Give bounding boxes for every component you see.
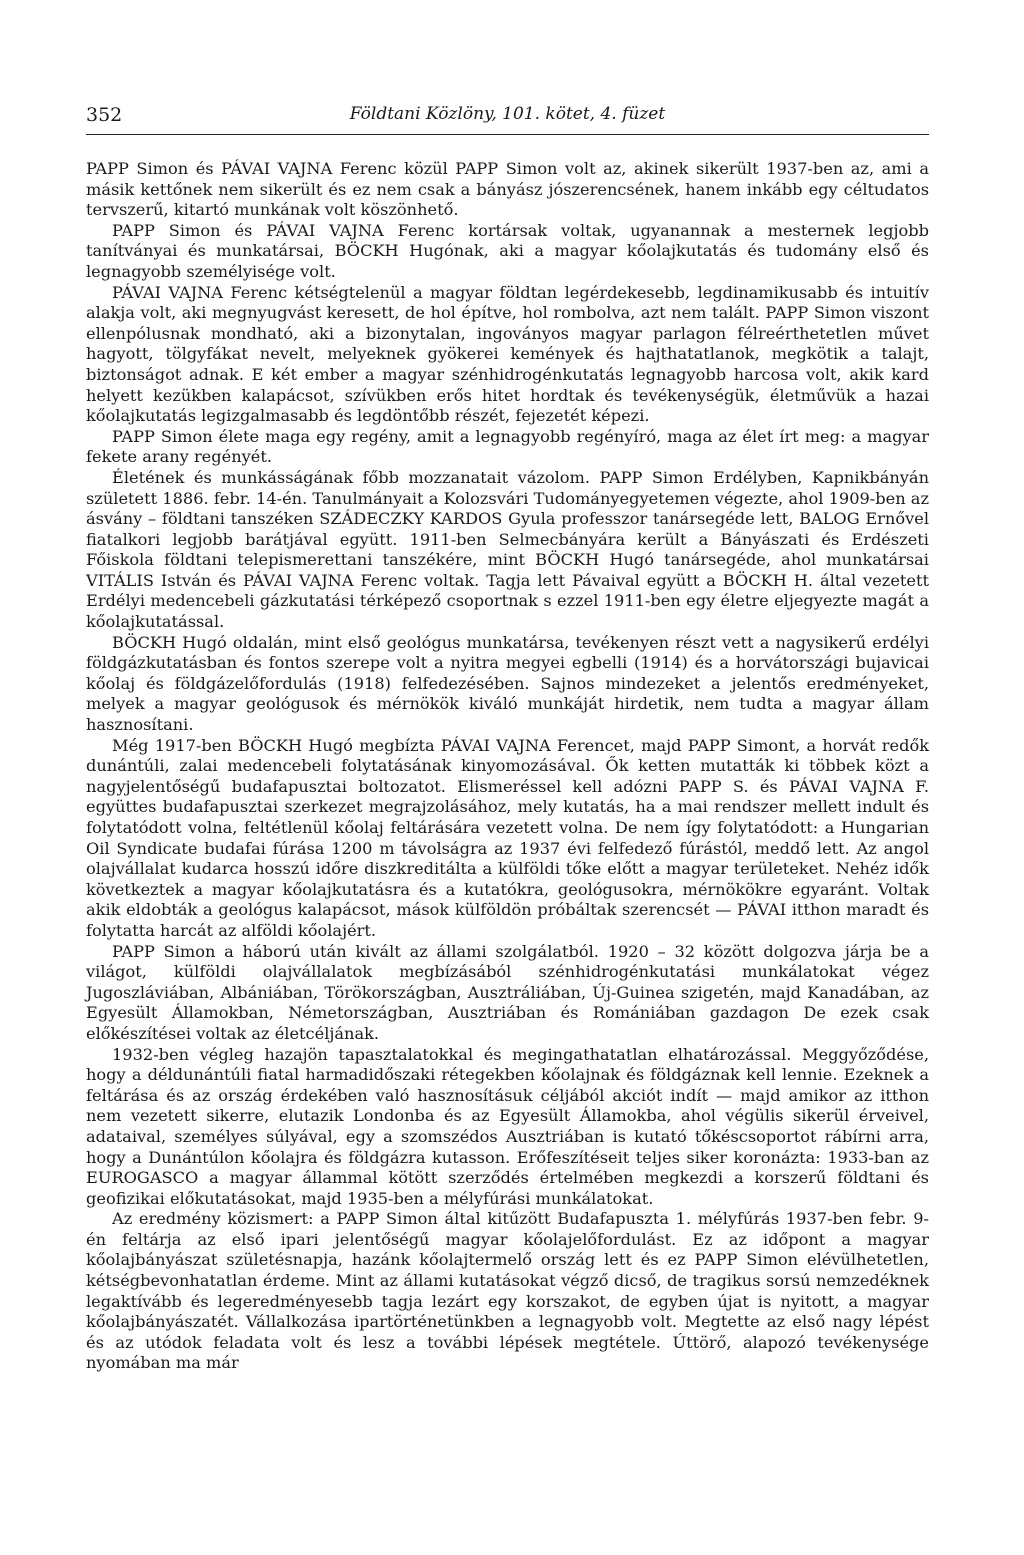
page-number: 352 [86,104,123,126]
article-body [86,159,929,1374]
paragraph: PÁVAI VAJNA Ferenc kétségtelenül a magyar földtan legérdekesebb, legdinamikusabb és intuitív alakja volt, aki megnyugvást keresett, de hol építve, hol rombolva, azt nem talált. PAPP Simon viszont ellenpólusnak mondható, aki a bizonytalan, ingoványos magyar parlagon félreérthetetlen művet hagyott, tölgyfákat nevelt, melyeknek gyökerei kemények és hajthatatlanok, megkötik a talajt, biztonságot adnak. E két ember a magyar szénhidrogénkutatás legnagyobb harcosa volt, akik kard helyett kezükben kalapácsot, szívükben erős hitet hordtak és tevékenységük, életművük a hazai kőolajkutatás legizgalmasabb és legdöntőbb részét, fejezetét képezi. [86,282,929,426]
journal-title: Földtani Közlöny, 101. kötet, 4. füzet [349,104,666,124]
paragraph: Még 1917-ben BÖCKH Hugó megbízta PÁVAI VAJNA Ferencet, majd PAPP Simont, a horvát redők dunántúli, zalai medencebeli folytatásának kinyomozásával. Ők ketten mutatták ki többek közt a nagyjelentőségű budafapusztai boltozatot. Elismeréssel kell adózni PAPP S. és PÁVAI VAJNA F. együttes budafapusztai szerkezet megrajzolásához, mely kutatás, ha a mai rendszer mellett indult és folytatódott volna, feltétlenül kőolaj feltárására vezetett volna. De nem így folytatódott: a Hungarian Oil Syndicate budafai fúrása 1200 m távolságra az 1937 évi felfedező fúrástól, meddő lett. Az angol olajvállalat kudarca hosszú időre diszkreditálta a külföldi tőke előtt a magyar területeket. Nehéz idők következtek a magyar kőolajkutatásra és a kutatókra, geológusokra, mérnökökre egyaránt. Voltak akik eldobták a geológus kalapácsot, mások külföldön próbáltak szerencsét — PÁVAI itthon maradt és folytatta harcát az alföldi kőolajért. [86,735,929,940]
paragraph: Életének és munkásságának főbb mozzanatait vázolom. PAPP Simon Erdélyben, Kapnikbányán született 1886. febr. 14-én. Tanulmányait a Kolozsvári Tudományegyetemen végezte, ahol 1909-ben az ásvány – földtani tanszéken SZÁDECZKY KARDOS Gyula professzor tanársegéde lett, BALOG Ernővel fiatalkori legjobb barátjával együtt. 1911-ben Selmecbányára került a Bányászati és Erdészeti Főiskola földtani telepismerettani tanszékére, mint BÖCKH Hugó tanársegéde, ahol munkatársai VITÁLIS István és PÁVAI VAJNA Ferenc voltak. Tagja lett Pávaival együtt a BÖCKH H. által vezetett Erdélyi medencebeli gázkutatási térképező csoportnak s ezzel 1911-ben egy életre eljegyezte magát a kőolajkutatással. [86,467,929,632]
paragraph: PAPP Simon a háború után kivált az állami szolgálatból. 1920 – 32 között dolgozva járja be a világot, külföldi olajvállalatok megbízásából szénhidrogénkutatási munkálatokat végez Jugoszláviában, Albániában, Törökországban, Ausztráliában, Új-Guinea szigetén, majd Kanadában, az Egyesült Államokban, Németországban, Ausztriában és Romániában gazdagon De ezek csak előkészítései voltak az életcéljának. [86,941,929,1043]
paragraph: PAPP Simon élete maga egy regény, amit a legnagyobb regényíró, maga az élet írt meg: a magyar fekete arany regényét. [86,426,929,467]
paragraph: PAPP Simon és PÁVAI VAJNA Ferenc közül PAPP Simon volt az, akinek sikerült 1937-ben az, ami a másik kettőnek nem sikerült és ez nem csak a bányász jószerencsének, hanem inkább egy céltudatos tervszerű, kitartó munkának volt köszönhető. [86,159,929,220]
paragraph: PAPP Simon és PÁVAI VAJNA Ferenc kortársak voltak, ugyanannak a mesternek legjobb tanítványai és munkatársai, BÖCKH Hugónak, aki a magyar kőolajkutatás és tudomány első és legnagyobb személyisége volt. [86,220,929,281]
paragraph: 1932-ben végleg hazajön tapasztalatokkal és megingathatatlan elhatározással. Meggyőződése, hogy a déldunántúli fiatal harmadidőszaki rétegekben kőolajnak és földgáznak kell lennie. Ezeknek a feltárása és az ország érdekében való hasznosításuk céljából akciót indít — majd amikor az itthon nem vezetett sikerre, elutazik Londonba és az Egyesült Államokba, ahol végülis sikerül érveivel, adataival, személyes súlyával, egy a szomszédos Ausztriában is kutató tőkéscsoportot rábírni arra, hogy a Dunántúlon kőolajra és földgázra kutasson. Erőfeszítéseit teljes siker koronázta: 1933-ban az EUROGASCO a magyar állammal kötött szerződés értelmében megkezdi a korszerű földtani és geofizikai előkutatásokat, majd 1935-ben a mélyfúrási munkálatokat. [86,1044,929,1208]
paragraph: BÖCKH Hugó oldalán, mint első geológus munkatársa, tevékenyen részt vett a nagysikerű erdélyi földgázkutatásban és fontos szerepe volt a nyitra megyei egbelli (1914) és a horvátországi bujavicai kőolaj és földgázelőfordulás (1918) felfedezésében. Sajnos mindezeket a jelentős eredményeket, melyek a magyar geológusok és mérnökök kiváló munkáját hirdetik, nem tudta a magyar állam hasznosítani. [86,632,929,735]
page-header [86,104,929,135]
paragraph: Az eredmény közismert: a PAPP Simon által kitűzött Budafapuszta 1. mélyfúrás 1937-ben febr. 9-én feltárja az első ipari jelentőségű magyar kőolajelőfordulást. Ez az időpont a magyar kőolajbányászat születésnapja, hazánk kőolajtermelő ország lett és ez PAPP Simon elévülhetetlen, kétségbevonhatatlan érdeme. Mint az állami kutatásokat végző dicső, de tragikus sorsú nemzedéknek legaktívább és legeredményesebb tagja lezárt egy korszakot, de egyben újat is nyitott, a magyar kőolajbányászatét. Vállalkozása ipartörténetünkben a legnagyobb volt. Megtette az első nagy lépést és az utódok feladata volt és lesz a további lépések megtétele. Úttörő, alapozó tevékenysége nyomában ma már [86,1209,929,1373]
